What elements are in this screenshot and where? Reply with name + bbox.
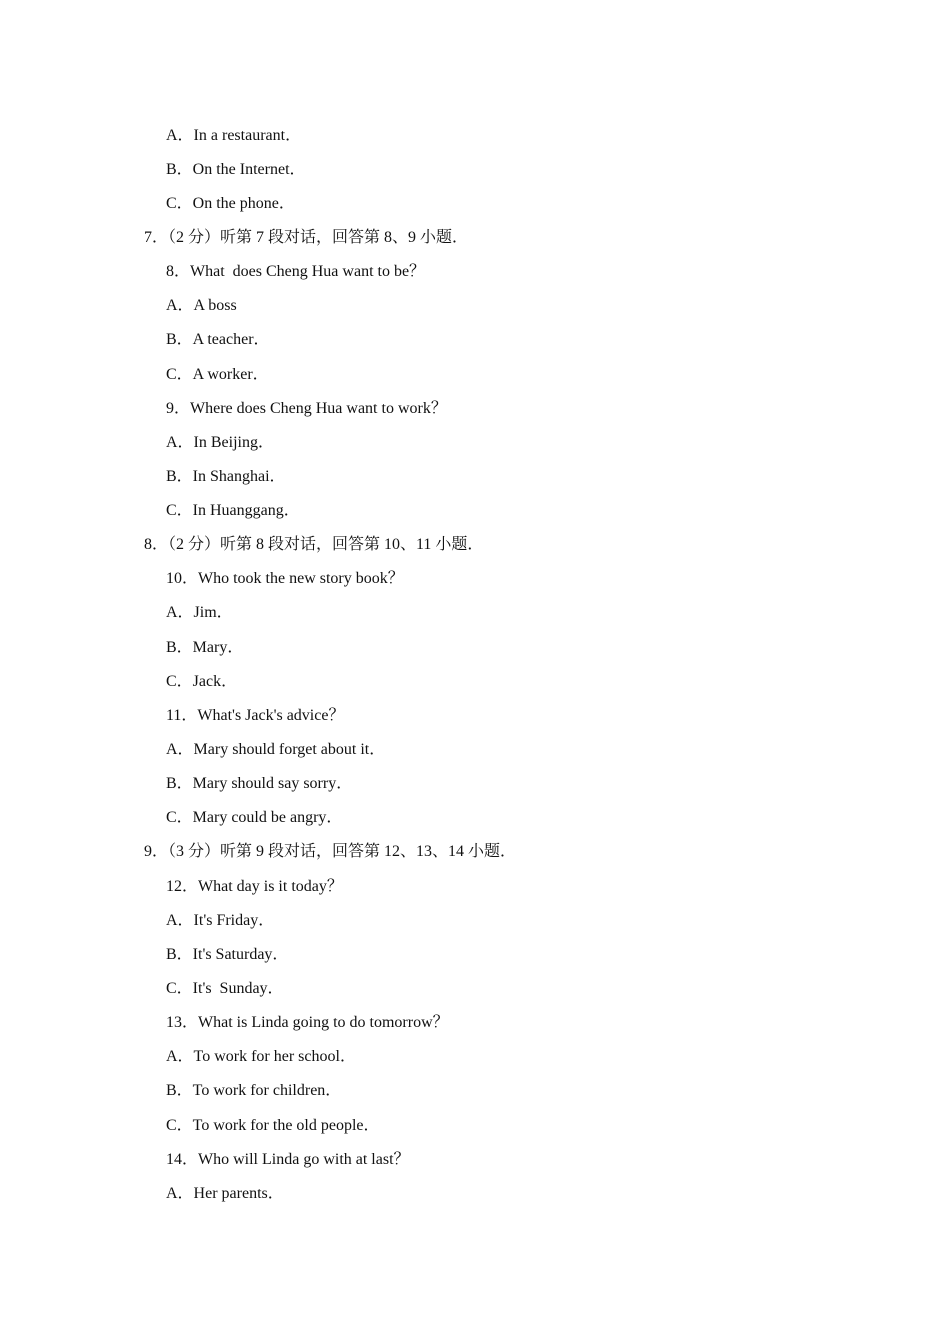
question-text: 14．Who will Linda go with at last？ bbox=[166, 1151, 410, 1168]
option-text: C．On the phone． bbox=[166, 195, 295, 212]
question-text: 9．Where does Cheng Hua want to work？ bbox=[166, 400, 447, 417]
option-text: C．Mary could be angry． bbox=[166, 809, 343, 826]
question-text: 11．What's Jack's advice？ bbox=[166, 707, 345, 724]
option-text: B．Mary． bbox=[166, 639, 244, 656]
option-text: A．Jim． bbox=[166, 604, 233, 621]
option-text: B．To work for children． bbox=[166, 1082, 342, 1099]
option-text: B．Mary should say sorry． bbox=[166, 775, 353, 792]
option-text: B．On the Internet． bbox=[166, 161, 306, 178]
option-text: C．To work for the old people． bbox=[166, 1117, 380, 1134]
option-text: B．In Shanghai． bbox=[166, 468, 286, 485]
option-text: A．In a restaurant． bbox=[166, 127, 302, 144]
option-text: C．It's Sunday． bbox=[166, 980, 284, 997]
question-text: 10．Who took the new story book？ bbox=[166, 570, 404, 587]
option-text: A．A boss bbox=[166, 297, 237, 314]
section-heading: 8．（2 分）听第 8 段对话，回答第 10、11 小题． bbox=[144, 536, 484, 553]
option-text: B．A teacher． bbox=[166, 331, 270, 348]
question-text: 13．What is Linda going to do tomorrow？ bbox=[166, 1014, 449, 1031]
option-text: A．Her parents． bbox=[166, 1185, 284, 1202]
option-text: A．To work for her school． bbox=[166, 1048, 356, 1065]
section-heading: 9．（3 分）听第 9 段对话，回答第 12、13、14 小题． bbox=[144, 843, 517, 860]
question-text: 8．What does Cheng Hua want to be？ bbox=[166, 263, 426, 280]
option-text: A．In Beijing． bbox=[166, 434, 274, 451]
option-text: C．A worker． bbox=[166, 366, 269, 383]
option-text: B．It's Saturday． bbox=[166, 946, 289, 963]
option-text: A．It's Friday． bbox=[166, 912, 275, 929]
option-text: A．Mary should forget about it． bbox=[166, 741, 386, 758]
section-heading: 7．（2 分）听第 7 段对话，回答第 8、9 小题． bbox=[144, 229, 469, 246]
question-text: 12．What day is it today？ bbox=[166, 878, 343, 895]
option-text: C．Jack． bbox=[166, 673, 238, 690]
option-text: C．In Huanggang． bbox=[166, 502, 300, 519]
